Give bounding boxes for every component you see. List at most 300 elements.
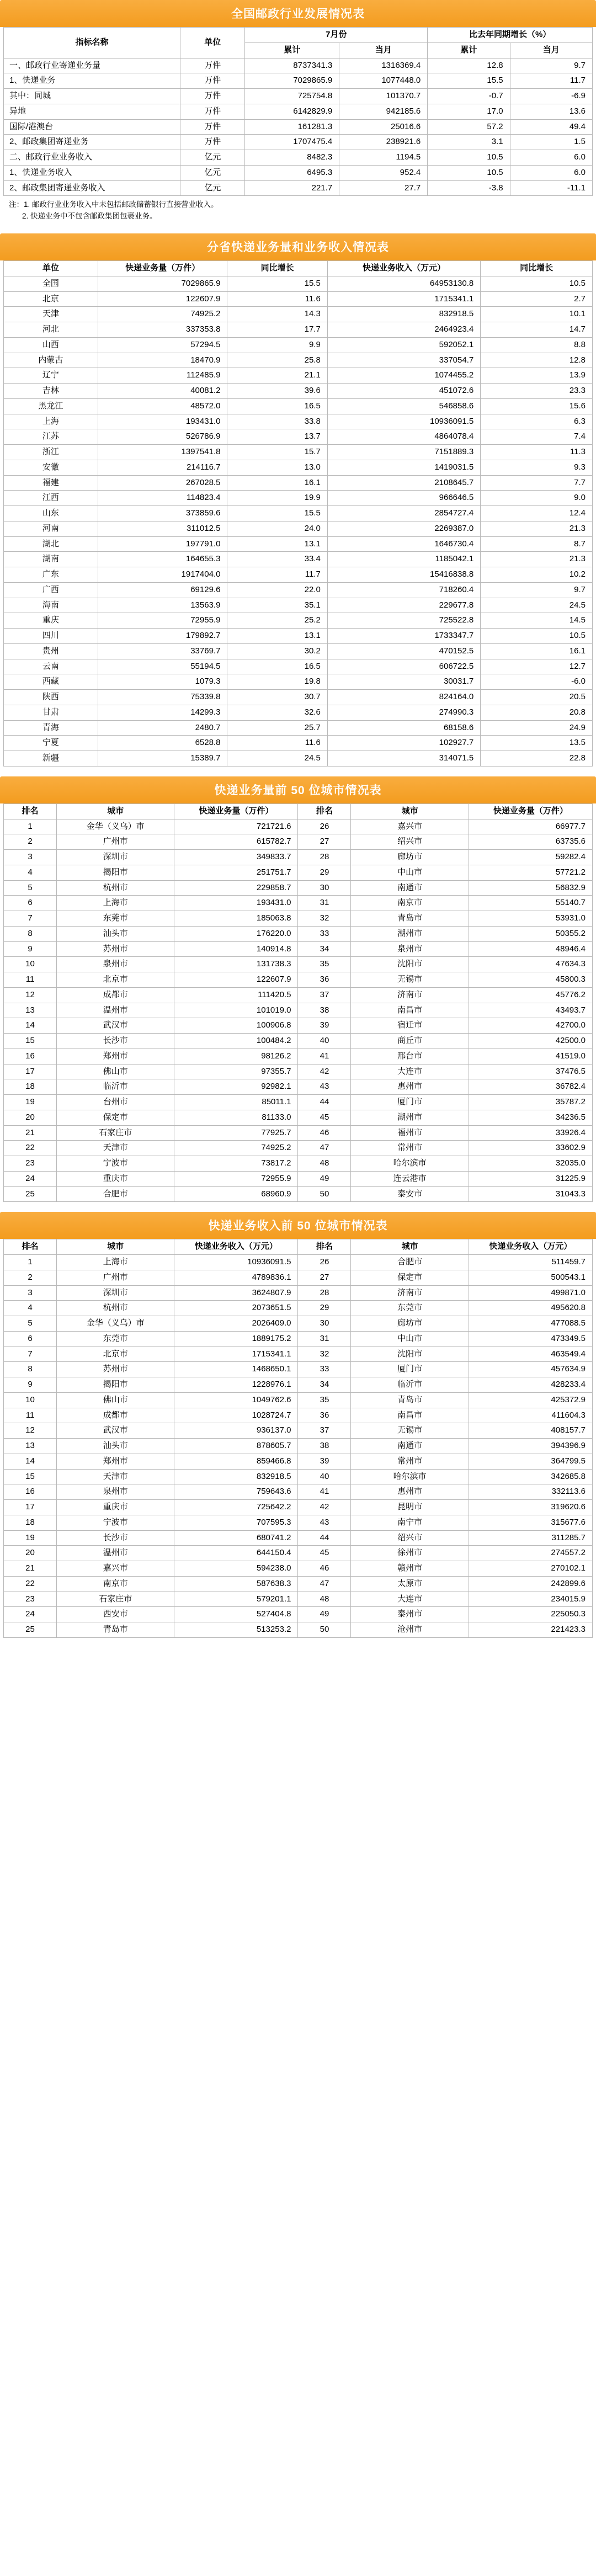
table-row (4, 834, 593, 850)
cell-r18-c2: 680741.2 (174, 1530, 298, 1546)
header-group-month: 7月份 (245, 28, 428, 43)
cell-r9-c4: 沈阳市 (351, 957, 469, 972)
cell-r12-c3: 1419031.5 (327, 460, 480, 475)
cell-r2-c2: 349833.7 (174, 850, 298, 865)
table-row (4, 1285, 593, 1301)
table-row (4, 58, 593, 73)
cell-r20-c4: 9.7 (481, 582, 593, 598)
cell-r1-c4: 保定市 (351, 1270, 469, 1285)
cell-r4-c2: 161281.3 (245, 119, 339, 135)
table-row (4, 1171, 593, 1186)
cell-r7-c0: 8 (4, 926, 57, 941)
cell-r5-c0: 6 (4, 896, 57, 911)
table-row (4, 1607, 593, 1622)
cell-r8-c0: 9 (4, 1377, 57, 1393)
table-row (4, 1034, 593, 1049)
cell-r8-c5: -11.1 (510, 180, 592, 196)
cell-r2-c1: 万件 (180, 89, 245, 104)
cell-r13-c1: 武汉市 (57, 1018, 174, 1034)
cell-r12-c2: 878605.7 (174, 1439, 298, 1454)
table-row (4, 337, 593, 353)
cell-r0-c4: 嘉兴市 (351, 819, 469, 834)
cell-r10-c1: 526786.9 (98, 429, 227, 445)
header-current-1: 当月 (339, 42, 428, 58)
table-top50-revenue (3, 1239, 593, 1638)
cell-r9-c1: 泉州市 (57, 957, 174, 972)
cell-r17-c3: 43 (298, 1515, 351, 1530)
table-row (4, 1500, 593, 1515)
cell-r3-c5: 13.6 (510, 104, 592, 119)
cell-r22-c0: 23 (4, 1592, 57, 1607)
cell-r4-c2: 2026409.0 (174, 1316, 298, 1332)
cell-r3-c3: 942185.6 (339, 104, 428, 119)
table-row (4, 89, 593, 104)
cell-r11-c2: 15.7 (227, 445, 327, 460)
cell-r20-c1: 69129.6 (98, 582, 227, 598)
cell-r1-c5: 63735.6 (469, 834, 592, 850)
cell-r8-c0: 黑龙江 (4, 398, 98, 414)
cell-r4-c5: 49.4 (510, 119, 592, 135)
cell-r14-c1: 长沙市 (57, 1034, 174, 1049)
cell-r24-c2: 30.2 (227, 643, 327, 659)
cell-r4-c4: 57.2 (428, 119, 510, 135)
table-row (4, 1484, 593, 1500)
table-row (4, 460, 593, 475)
cell-r3-c3: 29 (298, 865, 351, 880)
cell-r17-c3: 43 (298, 1079, 351, 1095)
cell-r25-c0: 云南 (4, 659, 98, 674)
cell-r17-c2: 707595.3 (174, 1515, 298, 1530)
cell-r6-c2: 8482.3 (245, 150, 339, 166)
cell-r9-c2: 131738.3 (174, 957, 298, 972)
cell-r12-c4: 9.3 (481, 460, 593, 475)
cell-r13-c3: 2108645.7 (327, 475, 480, 491)
cell-r6-c1: 东莞市 (57, 911, 174, 927)
cell-r20-c2: 77925.7 (174, 1125, 298, 1141)
cell-r23-c1: 西安市 (57, 1607, 174, 1622)
cell-r17-c4: 8.7 (481, 536, 593, 552)
cell-r18-c0: 湖南 (4, 552, 98, 567)
table-row (4, 307, 593, 322)
cell-r16-c0: 17 (4, 1064, 57, 1079)
cell-r15-c3: 41 (298, 1049, 351, 1064)
cell-r22-c5: 32035.0 (469, 1156, 592, 1172)
cell-r20-c4: 福州市 (351, 1125, 469, 1141)
cell-r19-c1: 温州市 (57, 1546, 174, 1561)
cell-r15-c3: 2854727.4 (327, 506, 480, 521)
cell-r12-c1: 214116.7 (98, 460, 227, 475)
cell-r4-c5: 477088.5 (469, 1316, 592, 1332)
cell-r19-c4: 湖州市 (351, 1110, 469, 1125)
cell-r2-c0: 3 (4, 1285, 57, 1301)
cell-r11-c1: 武汉市 (57, 1423, 174, 1439)
cell-r14-c2: 832918.5 (174, 1469, 298, 1484)
table-body (4, 276, 593, 766)
table-row (4, 1003, 593, 1018)
cell-r5-c2: 25.8 (227, 353, 327, 368)
cell-r12-c3: 38 (298, 1003, 351, 1018)
table-row (4, 135, 593, 150)
cell-r1-c3: 27 (298, 834, 351, 850)
cell-r6-c0: 辽宁 (4, 368, 98, 384)
cell-r24-c1: 合肥市 (57, 1186, 174, 1202)
cell-r17-c5: 315677.6 (469, 1515, 592, 1530)
cell-r13-c1: 郑州市 (57, 1454, 174, 1469)
table-body (4, 819, 593, 1202)
cell-r4-c4: 南通市 (351, 880, 469, 896)
cell-r21-c2: 74925.2 (174, 1141, 298, 1156)
cell-r6-c3: 1194.5 (339, 150, 428, 166)
cell-r16-c4: 大连市 (351, 1064, 469, 1079)
cell-r17-c1: 宁波市 (57, 1515, 174, 1530)
cell-r17-c0: 18 (4, 1515, 57, 1530)
cell-r2-c2: 725754.8 (245, 89, 339, 104)
cell-r17-c1: 197791.0 (98, 536, 227, 552)
column-header-4: 城市 (351, 803, 469, 819)
cell-r1-c4: 15.5 (428, 73, 510, 89)
table-row (4, 104, 593, 119)
cell-r1-c1: 广州市 (57, 834, 174, 850)
cell-r26-c1: 1079.3 (98, 674, 227, 690)
cell-r11-c3: 37 (298, 1423, 351, 1439)
table-row (4, 865, 593, 880)
cell-r1-c3: 1715341.1 (327, 291, 480, 307)
cell-r11-c4: 济南市 (351, 987, 469, 1003)
cell-r24-c1: 33769.7 (98, 643, 227, 659)
cell-r4-c5: 56832.9 (469, 880, 592, 896)
cell-r10-c4: 南昌市 (351, 1408, 469, 1423)
cell-r14-c4: 商丘市 (351, 1034, 469, 1049)
cell-r23-c4: 泰州市 (351, 1607, 469, 1622)
cell-r3-c0: 4 (4, 865, 57, 880)
cell-r25-c3: 606722.5 (327, 659, 480, 674)
cell-r7-c5: 50355.2 (469, 926, 592, 941)
cell-r0-c1: 7029865.9 (98, 276, 227, 291)
cell-r19-c2: 644150.4 (174, 1546, 298, 1561)
cell-r12-c0: 13 (4, 1003, 57, 1018)
cell-r24-c5: 221423.3 (469, 1622, 592, 1638)
cell-r11-c1: 成都市 (57, 987, 174, 1003)
table-row (4, 987, 593, 1003)
cell-r1-c0: 2 (4, 1270, 57, 1285)
cell-r0-c2: 8737341.3 (245, 58, 339, 73)
cell-r14-c0: 江西 (4, 491, 98, 506)
cell-r8-c4: 15.6 (481, 398, 593, 414)
cell-r23-c0: 四川 (4, 629, 98, 644)
cell-r19-c0: 20 (4, 1546, 57, 1561)
cell-r6-c3: 32 (298, 911, 351, 927)
cell-r19-c5: 274557.2 (469, 1546, 592, 1561)
column-header-4: 城市 (351, 1239, 469, 1255)
cell-r16-c1: 佛山市 (57, 1064, 174, 1079)
cell-r24-c0: 25 (4, 1622, 57, 1638)
cell-r5-c0: 内蒙古 (4, 353, 98, 368)
header-unit: 单位 (180, 28, 245, 58)
cell-r9-c3: 10936091.5 (327, 414, 480, 429)
table-row (4, 1439, 593, 1454)
cell-r28-c0: 甘肃 (4, 705, 98, 720)
cell-r15-c4: 惠州市 (351, 1484, 469, 1500)
cell-r12-c4: 南通市 (351, 1439, 469, 1454)
table-row (4, 1110, 593, 1125)
table-row (4, 1377, 593, 1393)
cell-r6-c5: 53931.0 (469, 911, 592, 927)
cell-r13-c5: 364799.5 (469, 1454, 592, 1469)
cell-r0-c3: 1316369.4 (339, 58, 428, 73)
cell-r4-c0: 5 (4, 1316, 57, 1332)
cell-r23-c4: 10.5 (481, 629, 593, 644)
table-row (4, 1546, 593, 1561)
table-row (4, 1018, 593, 1034)
cell-r3-c2: 6142829.9 (245, 104, 339, 119)
cell-r8-c5: 428233.4 (469, 1377, 592, 1393)
table-row (4, 291, 593, 307)
cell-r3-c3: 29 (298, 1301, 351, 1316)
cell-r31-c1: 15389.7 (98, 751, 227, 767)
cell-r5-c0: 6 (4, 1331, 57, 1346)
table-top50-volume (3, 803, 593, 1202)
cell-r15-c3: 41 (298, 1484, 351, 1500)
table-row (4, 475, 593, 491)
cell-r22-c0: 重庆 (4, 613, 98, 629)
table-row (4, 598, 593, 613)
cell-r22-c3: 48 (298, 1156, 351, 1172)
cell-r13-c4: 宿迁市 (351, 1018, 469, 1034)
cell-r10-c1: 北京市 (57, 972, 174, 988)
table-row (4, 690, 593, 705)
cell-r13-c3: 39 (298, 1454, 351, 1469)
cell-r1-c2: 4789836.1 (174, 1270, 298, 1285)
cell-r28-c3: 274990.3 (327, 705, 480, 720)
table-row (4, 491, 593, 506)
cell-r18-c2: 33.4 (227, 552, 327, 567)
cell-r16-c1: 311012.5 (98, 521, 227, 536)
table-row (4, 445, 593, 460)
cell-r11-c2: 936137.0 (174, 1423, 298, 1439)
table-row (4, 536, 593, 552)
cell-r6-c2: 1715341.1 (174, 1346, 298, 1362)
cell-r14-c1: 天津市 (57, 1469, 174, 1484)
cell-r0-c0: 一、邮政行业寄递业务量 (4, 58, 180, 73)
cell-r24-c3: 470152.5 (327, 643, 480, 659)
cell-r17-c0: 18 (4, 1079, 57, 1095)
table-row (4, 926, 593, 941)
cell-r3-c2: 2073651.5 (174, 1301, 298, 1316)
cell-r30-c3: 102927.7 (327, 736, 480, 751)
cell-r5-c1: 18470.9 (98, 353, 227, 368)
cell-r8-c1: 亿元 (180, 180, 245, 196)
cell-r20-c0: 21 (4, 1561, 57, 1577)
cell-r22-c2: 25.2 (227, 613, 327, 629)
cell-r8-c1: 48572.0 (98, 398, 227, 414)
cell-r3-c5: 495620.8 (469, 1301, 592, 1316)
cell-r6-c1: 112485.9 (98, 368, 227, 384)
cell-r3-c2: 251751.7 (174, 865, 298, 880)
cell-r23-c5: 31225.9 (469, 1171, 592, 1186)
cell-r0-c1: 上海市 (57, 1255, 174, 1270)
cell-r21-c1: 13563.9 (98, 598, 227, 613)
cell-r15-c1: 泉州市 (57, 1484, 174, 1500)
cell-r11-c0: 12 (4, 1423, 57, 1439)
table-row (4, 1049, 593, 1064)
cell-r3-c2: 17.7 (227, 322, 327, 338)
cell-r11-c1: 1397541.8 (98, 445, 227, 460)
cell-r23-c3: 1733347.7 (327, 629, 480, 644)
cell-r0-c5: 511459.7 (469, 1255, 592, 1270)
note-line: 2. 快递业务中不包含邮政集团包裹业务。 (22, 212, 157, 221)
cell-r6-c5: 6.0 (510, 150, 592, 166)
cell-r0-c3: 64953130.8 (327, 276, 480, 291)
table-row (4, 1592, 593, 1607)
cell-r9-c3: 35 (298, 957, 351, 972)
cell-r4-c1: 金华（义乌）市 (57, 1316, 174, 1332)
cell-r18-c0: 19 (4, 1530, 57, 1546)
cell-r4-c4: 廊坊市 (351, 1316, 469, 1332)
cell-r15-c2: 15.5 (227, 506, 327, 521)
cell-r19-c3: 45 (298, 1110, 351, 1125)
cell-r0-c2: 721721.6 (174, 819, 298, 834)
cell-r8-c2: 16.5 (227, 398, 327, 414)
cell-r14-c2: 100484.2 (174, 1034, 298, 1049)
cell-r9-c2: 1049762.6 (174, 1392, 298, 1408)
cell-r8-c1: 苏州市 (57, 941, 174, 957)
cell-r23-c1: 重庆市 (57, 1171, 174, 1186)
cell-r17-c0: 湖北 (4, 536, 98, 552)
cell-r7-c1: 亿元 (180, 165, 245, 180)
header-cumulative-1: 累计 (245, 42, 339, 58)
cell-r18-c1: 台州市 (57, 1095, 174, 1110)
cell-r13-c2: 16.1 (227, 475, 327, 491)
cell-r5-c0: 2、邮政集团寄递业务 (4, 135, 180, 150)
cell-r0-c4: 合肥市 (351, 1255, 469, 1270)
table-row (4, 1255, 593, 1270)
cell-r4-c1: 57294.5 (98, 337, 227, 353)
cell-r3-c3: 2464923.4 (327, 322, 480, 338)
cell-r2-c4: 10.1 (481, 307, 593, 322)
cell-r12-c0: 安徽 (4, 460, 98, 475)
table-row (4, 896, 593, 911)
column-header-4: 同比增长 (481, 261, 593, 276)
cell-r21-c1: 南京市 (57, 1576, 174, 1592)
cell-r19-c2: 11.7 (227, 567, 327, 583)
table-row (4, 414, 593, 429)
cell-r24-c5: 31043.3 (469, 1186, 592, 1202)
cell-r22-c2: 73817.2 (174, 1156, 298, 1172)
column-header-3: 排名 (298, 1239, 351, 1255)
cell-r5-c4: 中山市 (351, 1331, 469, 1346)
table-row (4, 1064, 593, 1079)
table-row (4, 674, 593, 690)
cell-r15-c4: 邢台市 (351, 1049, 469, 1064)
cell-r12-c2: 13.0 (227, 460, 327, 475)
cell-r6-c4: 13.9 (481, 368, 593, 384)
cell-r19-c4: 10.2 (481, 567, 593, 583)
cell-r21-c5: 242899.6 (469, 1576, 592, 1592)
cell-r6-c5: 463549.4 (469, 1346, 592, 1362)
cell-r22-c5: 234015.9 (469, 1592, 592, 1607)
cell-r21-c0: 22 (4, 1576, 57, 1592)
cell-r18-c1: 长沙市 (57, 1530, 174, 1546)
cell-r10-c2: 13.7 (227, 429, 327, 445)
table-row (4, 1186, 593, 1202)
column-header-0: 排名 (4, 1239, 57, 1255)
table-row (4, 1469, 593, 1484)
cell-r11-c3: 37 (298, 987, 351, 1003)
table-row (4, 119, 593, 135)
cell-r5-c3: 337054.7 (327, 353, 480, 368)
cell-r3-c4: 中山市 (351, 865, 469, 880)
table-title: 分省快递业务量和业务收入情况表 (0, 233, 596, 260)
cell-r14-c4: 9.0 (481, 491, 593, 506)
table-row (4, 629, 593, 644)
table-row (4, 582, 593, 598)
cell-r14-c3: 966646.5 (327, 491, 480, 506)
table-row (4, 613, 593, 629)
cell-r5-c4: 南京市 (351, 896, 469, 911)
cell-r5-c2: 193431.0 (174, 896, 298, 911)
cell-r3-c1: 揭阳市 (57, 865, 174, 880)
cell-r17-c2: 13.1 (227, 536, 327, 552)
cell-r7-c4: 23.3 (481, 384, 593, 399)
cell-r0-c5: 66977.7 (469, 819, 592, 834)
cell-r8-c1: 揭阳市 (57, 1377, 174, 1393)
cell-r12-c1: 汕头市 (57, 1439, 174, 1454)
cell-r5-c4: 3.1 (428, 135, 510, 150)
cell-r9-c0: 上海 (4, 414, 98, 429)
cell-r27-c0: 陕西 (4, 690, 98, 705)
cell-r9-c1: 193431.0 (98, 414, 227, 429)
cell-r30-c2: 11.6 (227, 736, 327, 751)
cell-r10-c3: 36 (298, 1408, 351, 1423)
cell-r17-c5: 36782.4 (469, 1079, 592, 1095)
cell-r24-c3: 50 (298, 1186, 351, 1202)
cell-r7-c3: 33 (298, 1362, 351, 1377)
cell-r7-c1: 40081.2 (98, 384, 227, 399)
cell-r9-c4: 6.3 (481, 414, 593, 429)
cell-r7-c2: 39.6 (227, 384, 327, 399)
table-header-row (4, 261, 593, 276)
cell-r2-c0: 3 (4, 850, 57, 865)
cell-r1-c0: 2 (4, 834, 57, 850)
cell-r5-c3: 31 (298, 896, 351, 911)
table-national-postal-development (3, 27, 593, 196)
cell-r10-c5: 411604.3 (469, 1408, 592, 1423)
table-row (4, 1270, 593, 1285)
cell-r10-c0: 11 (4, 972, 57, 988)
cell-r17-c3: 1646730.4 (327, 536, 480, 552)
table-row (4, 1576, 593, 1592)
cell-r19-c2: 81133.0 (174, 1110, 298, 1125)
table-row (4, 1362, 593, 1377)
cell-r23-c1: 179892.7 (98, 629, 227, 644)
cell-r12-c5: 394396.9 (469, 1439, 592, 1454)
cell-r29-c3: 68158.6 (327, 720, 480, 736)
cell-r6-c2: 21.1 (227, 368, 327, 384)
cell-r0-c2: 10936091.5 (174, 1255, 298, 1270)
cell-r22-c3: 48 (298, 1592, 351, 1607)
cell-r1-c4: 2.7 (481, 291, 593, 307)
cell-r16-c3: 2269387.0 (327, 521, 480, 536)
cell-r28-c4: 20.8 (481, 705, 593, 720)
cell-r19-c0: 广东 (4, 567, 98, 583)
cell-r26-c4: -6.0 (481, 674, 593, 690)
cell-r5-c5: 55140.7 (469, 896, 592, 911)
cell-r8-c4: 临沂市 (351, 1377, 469, 1393)
cell-r7-c3: 952.4 (339, 165, 428, 180)
cell-r1-c2: 615782.7 (174, 834, 298, 850)
cell-r0-c0: 1 (4, 819, 57, 834)
cell-r9-c3: 35 (298, 1392, 351, 1408)
